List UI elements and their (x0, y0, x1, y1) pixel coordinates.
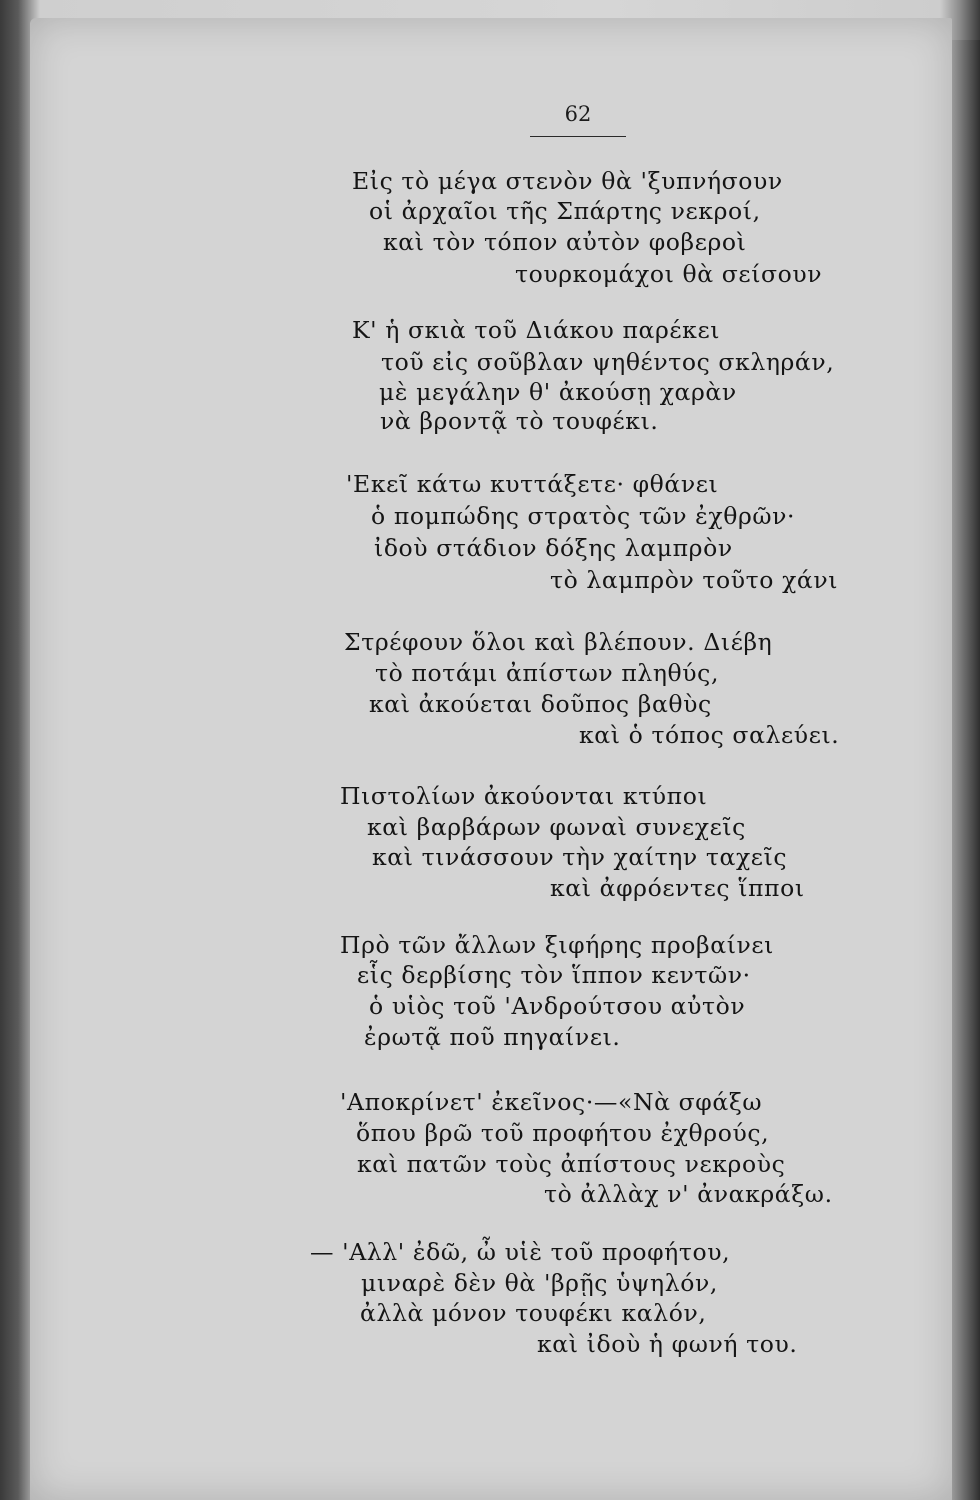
poem-line: καὶ ἰδοὺ ἡ φωνή του. (537, 1330, 798, 1358)
poem-line: τοῦ εἰς σοῦβλαν ψηθέντος σκληράν, (381, 348, 835, 376)
poem-line: ὁ υἱὸς τοῦ 'Ανδρούτσου αὐτὸν (369, 992, 746, 1020)
poem-line: μὲ μεγάλην θ' ἀκούσῃ χαρὰν (379, 378, 737, 406)
poem-line: καὶ βαρβάρων φωναὶ συνεχεῖς (367, 813, 746, 841)
poem-line: ἐρωτᾷ ποῦ πηγαίνει. (364, 1023, 621, 1051)
poem-line: Πρὸ τῶν ἄλλων ξιφήρης προβαίνει (340, 931, 774, 959)
poem-line: ὁ πομπώδης στρατὸς τῶν ἐχθρῶν· (371, 502, 796, 530)
poem-line: ἀλλὰ μόνον τουφέκι καλόν, (360, 1299, 707, 1327)
page-number: 62 (564, 102, 592, 126)
poem-line: — 'Αλλ' ἐδῶ, ὦ υἱὲ τοῦ προφήτου, (310, 1238, 731, 1266)
poem-line: 'Αποκρίνετ' ἐκεῖνος·—«Νὰ σφάξω (340, 1088, 763, 1116)
poem-line: νὰ βροντᾷ τὸ τουφέκι. (380, 407, 659, 435)
poem-line: 'Εκεῖ κάτω κυττάξετε· φθάνει (346, 470, 719, 498)
poem-line: καὶ τὸν τόπον αὐτὸν φοβεροὶ (383, 228, 747, 256)
poem-line: καὶ ὁ τόπος σαλεύει. (579, 721, 840, 749)
poem-line: μιναρὲ δὲν θὰ 'βρῇς ὑψηλόν, (361, 1269, 718, 1297)
poem-line: καὶ τινάσσουν τὴν χαίτην ταχεῖς (372, 843, 788, 871)
poem-line: ἰδοὺ στάδιον δόξης λαμπρὸν (374, 534, 733, 562)
poem-line: τουρκομάχοι θὰ σείσουν (515, 260, 823, 288)
page-edge-shadow (952, 40, 980, 1500)
poem-line: καὶ ἀφρόεντες ἵπποι (550, 874, 805, 902)
poem-line: καὶ ἀκούεται δοῦπος βαθὺς (369, 690, 712, 718)
poem-line: οἱ ἀρχαῖοι τῆς Σπάρτης νεκροί, (369, 197, 761, 225)
poem-line: ὅπου βρῶ τοῦ προφήτου ἐχθρούς, (356, 1119, 770, 1147)
poem-line: Στρέφουν ὅλοι καὶ βλέπουν. Διέβη (344, 628, 773, 656)
poem-line: Πιστολίων ἀκούονται κτύποι (340, 782, 708, 810)
page-number-rule (530, 136, 626, 137)
poem-line: καὶ πατῶν τοὺς ἀπίστους νεκροὺς (357, 1150, 786, 1178)
poem-line: εἷς δερβίσης τὸν ἵππον κεντῶν· (357, 961, 751, 989)
poem-line: τὸ ἀλλὰχ ν' ἀνακράξω. (544, 1180, 833, 1208)
poem-line: Κ' ἡ σκιὰ τοῦ Διάκου παρέκει (352, 316, 721, 344)
poem-line: τὸ ποτάμι ἀπίστων πληθύς, (375, 659, 720, 687)
poem-line: Εἰς τὸ μέγα στενὸν θὰ 'ξυπνήσουν (352, 167, 783, 195)
poem-line: τὸ λαμπρὸν τοῦτο χάνι (550, 566, 839, 594)
